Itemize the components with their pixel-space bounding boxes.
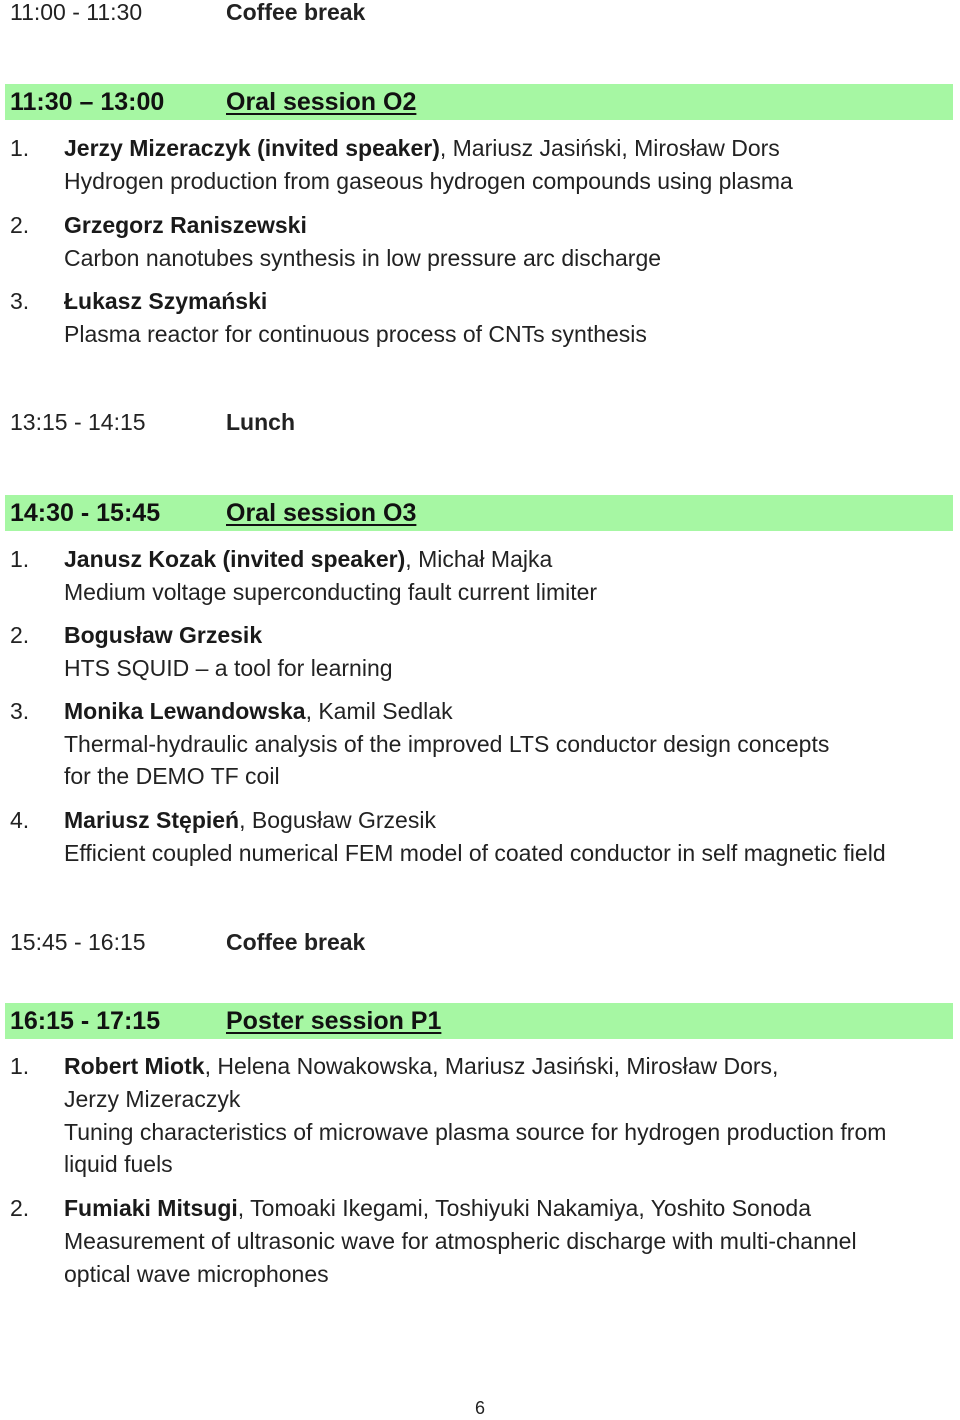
talk-number: 4.	[10, 807, 30, 833]
presenter-name: Łukasz Szymański	[64, 288, 268, 314]
coauthors: , Bogusław Grzesik	[239, 807, 436, 833]
talk-title: Medium voltage superconducting fault current limiter	[64, 579, 598, 605]
talk-authors	[64, 285, 267, 318]
talk-title: Tuning characteristics of microwave plasma source for hydrogen production from	[64, 1119, 887, 1145]
schedule-break-row	[0, 405, 960, 439]
talk-authors	[64, 695, 453, 728]
presenter-name: Mariusz Stępień	[64, 807, 240, 833]
talk-title-continued: optical wave microphones	[64, 1261, 329, 1287]
presenter-name: Robert Miotk	[64, 1053, 205, 1079]
talk-title-continued: for the DEMO TF coil	[64, 763, 280, 789]
page-number: 6	[474, 1398, 485, 1418]
break-time: 13:15 - 14:15	[10, 409, 146, 435]
talk-authors	[64, 543, 552, 576]
schedule-break-row	[0, 0, 960, 29]
talk-title: HTS SQUID – a tool for learning	[64, 655, 393, 681]
coauthors: , Mariusz Jasiński, Mirosław Dors	[439, 135, 780, 161]
coauthors: , Kamil Sedlak	[305, 698, 453, 724]
talk-number: 1.	[10, 135, 30, 161]
break-time: 15:45 - 16:15	[10, 929, 146, 955]
coauthors: , Michał Majka	[405, 546, 553, 572]
presenter-name: Monika Lewandowska	[64, 698, 306, 724]
talk-title: Measurement of ultrasonic wave for atmospheric discharge with multi-channel	[64, 1228, 857, 1254]
session-header-p1	[5, 1003, 953, 1039]
break-label: Coffee break	[226, 0, 366, 25]
talk-authors	[64, 804, 436, 837]
break-label: Coffee break	[226, 929, 366, 955]
talk-number: 3.	[10, 288, 30, 314]
presenter-name: Grzegorz Raniszewski	[64, 212, 307, 238]
session-header-o3	[5, 495, 953, 531]
talk-title: Thermal-hydraulic analysis of the improved LTS conductor design concepts	[64, 731, 830, 757]
talk-title: Plasma reactor for continuous process of CNTs synthesis	[64, 321, 647, 347]
talk-number: 2.	[10, 1195, 30, 1221]
talk-number: 1.	[10, 546, 30, 572]
talk-title: Efficient coupled numerical FEM model of coated conductor in self magnetic field	[64, 840, 886, 866]
coauthors: , Tomoaki Ikegami, Toshiyuki Nakamiya, Yoshito Sonoda	[237, 1195, 811, 1221]
session-title: Oral session O3	[226, 499, 417, 527]
schedule-break-row	[0, 925, 960, 959]
session-title: Poster session P1	[226, 1007, 442, 1035]
talk-title: Hydrogen production from gaseous hydrogen compounds using plasma	[64, 168, 793, 194]
talk-number: 2.	[10, 622, 30, 648]
break-time: 11:00 - 11:30	[10, 0, 143, 25]
talk-number: 2.	[10, 212, 30, 238]
coauthors-continued: Jerzy Mizeraczyk	[64, 1086, 241, 1112]
talk-title: Carbon nanotubes synthesis in low pressure arc discharge	[64, 245, 662, 271]
talk-authors	[64, 209, 307, 242]
presenter-name: Jerzy Mizeraczyk (invited speaker)	[64, 135, 440, 161]
presenter-name: Fumiaki Mitsugi	[64, 1195, 238, 1221]
session-time: 16:15 - 17:15	[10, 1007, 161, 1035]
talk-number: 1.	[10, 1053, 30, 1079]
session-time: 14:30 - 15:45	[10, 499, 161, 527]
talk-authors	[64, 1192, 811, 1225]
session-header-o2	[5, 84, 953, 120]
break-label: Lunch	[226, 409, 295, 435]
presenter-name: Bogusław Grzesik	[64, 622, 263, 648]
talk-authors	[64, 1050, 778, 1083]
talk-number: 3.	[10, 698, 30, 724]
coauthors: , Helena Nowakowska, Mariusz Jasiński, Mirosław Dors,	[204, 1053, 779, 1079]
talk-authors	[64, 132, 780, 165]
session-title: Oral session O2	[226, 88, 417, 116]
talk-title-continued: liquid fuels	[64, 1151, 173, 1177]
session-time: 11:30 – 13:00	[10, 88, 165, 116]
talk-authors	[64, 619, 262, 652]
presenter-name: Janusz Kozak (invited speaker)	[64, 546, 406, 572]
